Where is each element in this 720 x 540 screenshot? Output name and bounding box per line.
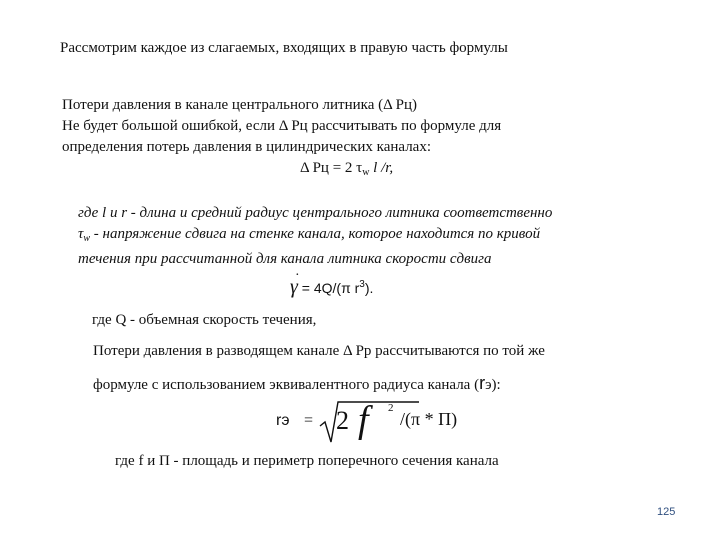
gamma-dot: · [295,268,300,283]
formula-superscript: 3 [359,279,365,290]
formula-part: l /r, [369,160,394,176]
text-line: где l и r - длина и средний радиус центрального литника соответственно [78,205,553,221]
formula-lhs: rэ [276,412,290,429]
text-line: Не будет большой ошибкой, если Δ Рц рассчитывать по формуле для [62,118,502,134]
text-line: определения потерь давления в цилиндрических каналах: [62,139,432,155]
page-number: 125 [657,506,676,518]
text-line: Потери давления в канале центрального литника (Δ Рц) [62,97,418,113]
text-line [93,373,501,394]
formula-part: = 4Q/(π r [301,280,360,296]
shear-rate-formula [290,268,374,299]
formula-part: Δ Рц = 2 τ [300,160,363,176]
last-definition: где f и П - площадь и периметр поперечного сечения канала [115,453,499,469]
tau-symbol: τ [78,226,84,242]
formula-equals: = [304,412,314,429]
tau-subscript: w [83,233,91,244]
gamma-symbol [290,268,300,298]
formula-superscript: 2 [388,402,394,414]
pressure-loss-formula [62,158,501,183]
text-part: - напряжение сдвига на стенке канала, которое находится по кривой [90,226,541,242]
formula-part: /(π * П) [400,409,458,429]
q-definition: где Q - объемная скорость течения, [92,312,317,328]
text-line [78,224,552,249]
text-part: формуле с использованием эквивалентного радиуса канала ( [93,377,480,393]
formula-f: f [358,399,369,441]
equivalent-radius-symbol: r [479,373,486,393]
text-part: э): [485,377,501,393]
text-line: Потери давления в разводящем канале Δ Рр рассчитываются по той же [93,343,545,359]
formula-coefficient: 2 [336,406,349,435]
slide-title: Рассмотрим каждое из слагаемых, входящих в правую часть формулы [60,40,508,56]
formula-subscript: w [362,167,370,178]
definitions-block [78,203,552,270]
text-line: течения при рассчитанной для канала литника скорости сдвига [78,251,492,267]
central-sprue-block [62,95,501,183]
formula-part: ). [364,280,374,296]
gamma-letter: γ [290,276,298,298]
